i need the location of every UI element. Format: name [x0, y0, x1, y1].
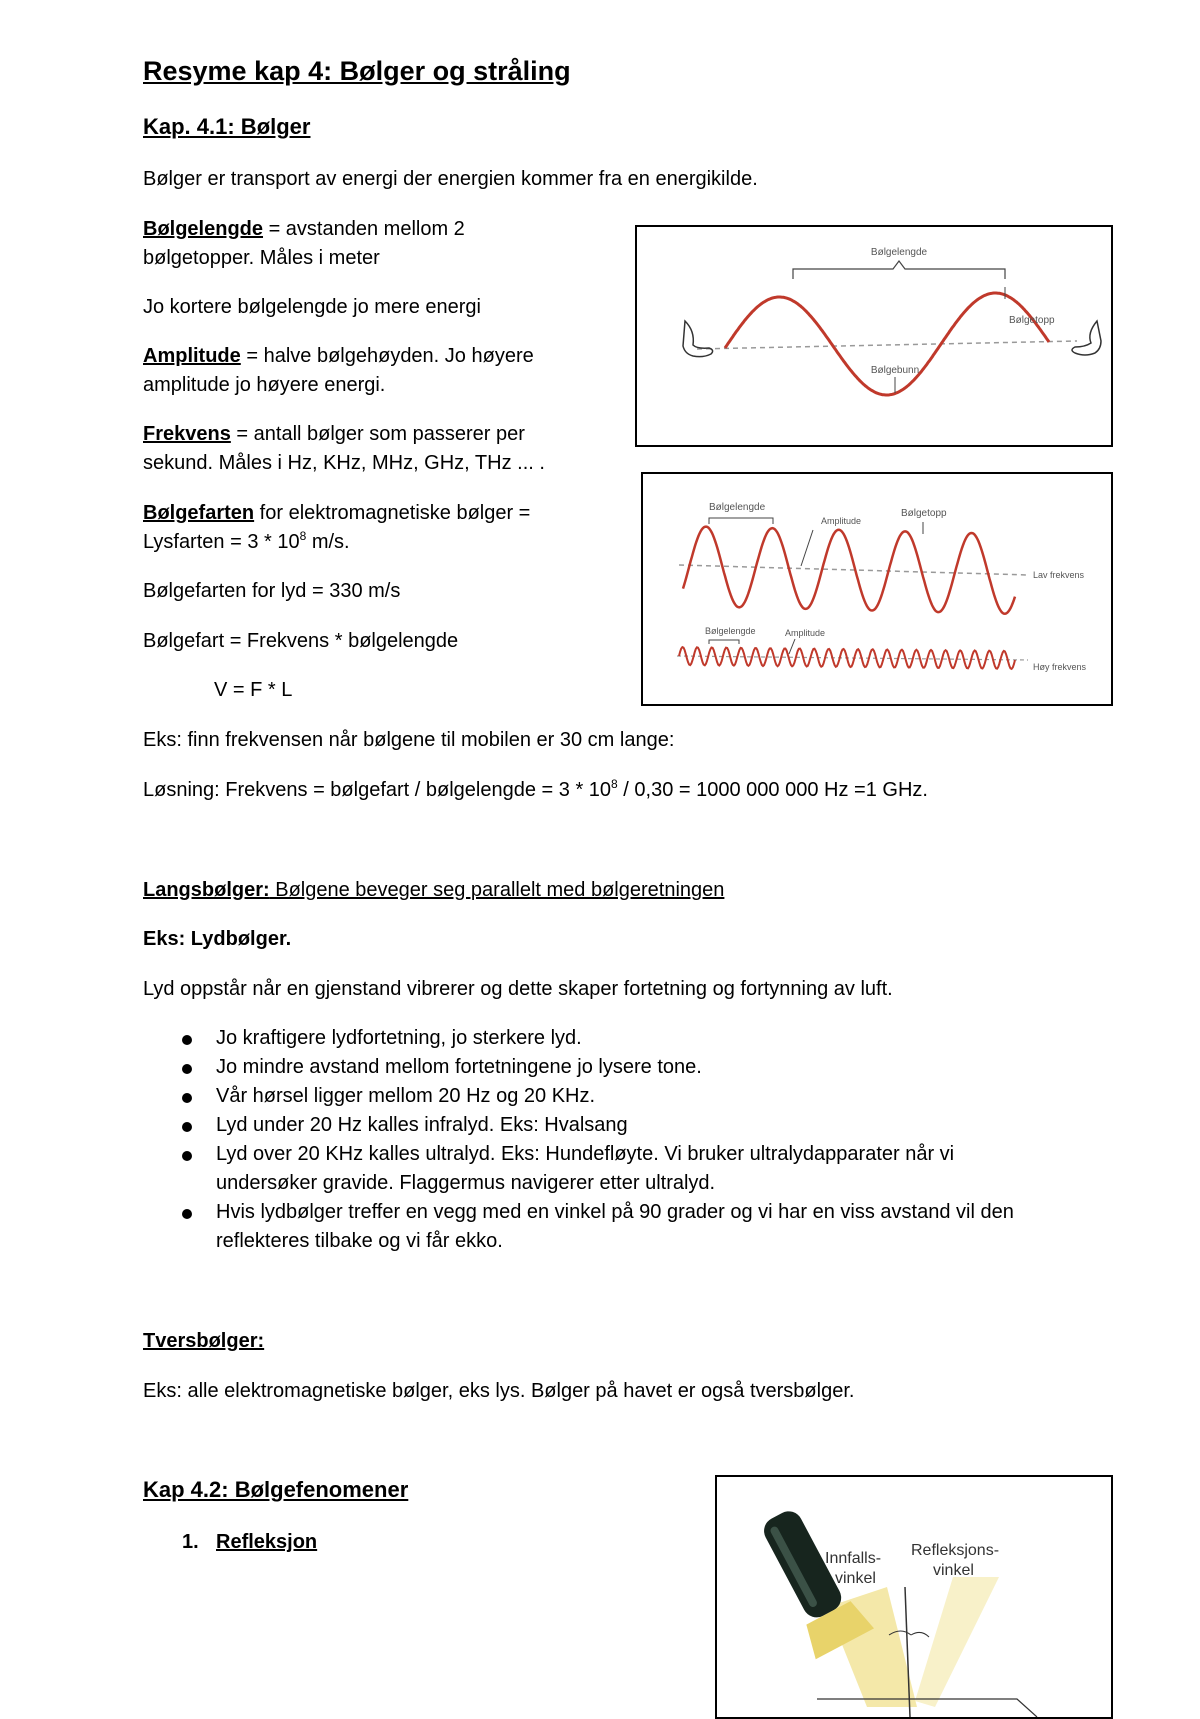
bullet-dot [182, 1093, 192, 1103]
list-item: Vår hørsel ligger mellom 20 Hz og 20 KHz. [216, 1085, 596, 1107]
list-item: Lyd under 20 Hz kalles infralyd. Eks: Hvalsang [216, 1114, 628, 1136]
wave-speed-def-2b: m/s. [306, 531, 350, 553]
frequency-def-1: = antall bølger som passerer per [230, 423, 525, 445]
list-item: Jo kraftigere lydfortetning, jo sterkere lyd. [216, 1027, 582, 1049]
bullet-dot [182, 1151, 192, 1161]
solution-exponent: 8 [611, 777, 618, 791]
high-frequency-label: Høy frekvens [1033, 662, 1087, 672]
wave-figure-2 [641, 472, 1113, 706]
list-item-continued: undersøker gravide. Flaggermus navigerer etter ultralyd. [216, 1172, 716, 1194]
trough-label: Bølgebunn [870, 365, 920, 376]
incidence-label-2: vinkel [835, 1570, 876, 1587]
wave-speed-def-2a: Lysfarten = 3 * 10 [143, 531, 300, 553]
wavelength-label: Bølgelengde [870, 247, 928, 258]
reflection-heading: Refleksjon [216, 1531, 318, 1553]
list-item: Lyd over 20 KHz kalles ultralyd. Eks: Hundefløyte. Vi bruker ultralydapparater når vi [216, 1143, 955, 1165]
high-frequency-wave [679, 647, 1015, 669]
transverse-term: Tversbølger: [143, 1330, 265, 1352]
wavelength-term: Bølgelengde [143, 218, 264, 240]
bullet-dot [182, 1064, 192, 1074]
list-item: Jo mindre avstand mellom fortetningene jo lysere tone. [216, 1056, 702, 1078]
wave-diagram-1 [637, 227, 1111, 445]
crest-label: Bølgetopp [1009, 315, 1055, 326]
shorter-wavelength-text: Jo kortere bølgelengde jo mere energi [143, 296, 481, 318]
wavelength-label-low: Bølgelengde [709, 502, 766, 513]
longitudinal-example: Eks: Lydbølger. [143, 928, 292, 950]
wave-diagram-2 [643, 474, 1111, 704]
wavelength-bracket [793, 261, 1005, 279]
example-text: Eks: finn frekvensen når bølgene til mobilen er 30 cm lange: [143, 729, 675, 751]
amplitude-label-low: Amplitude [821, 516, 862, 526]
wavelength-def-1: = avstanden mellom 2 [263, 218, 465, 240]
wave-figure-1 [635, 225, 1113, 447]
wavelength-definition [143, 215, 465, 273]
list-item: Hvis lydbølger treffer en vegg med en vinkel på 90 grader og vi har en viss avstand vil den [216, 1201, 1014, 1223]
incident-beam [827, 1587, 917, 1707]
bullet-dot [182, 1122, 192, 1132]
list-number: 1. [182, 1531, 199, 1553]
reflection-label-1: Refleksjons- [911, 1542, 1000, 1559]
right-hand-icon [1072, 321, 1101, 355]
solution-text [143, 776, 928, 805]
bullet-dot [182, 1035, 192, 1045]
longitudinal-def: Bølgene beveger seg parallelt med bølgeretningen [269, 879, 725, 901]
wavelength-label-high: Bølgelengde [705, 626, 756, 636]
reflected-beam [915, 1577, 999, 1707]
reflection-diagram [717, 1477, 1111, 1717]
crest-label-low: Bølgetopp [901, 508, 947, 519]
amplitude-definition [143, 342, 534, 400]
amplitude-label-high: Amplitude [785, 628, 826, 638]
solution-b: / 0,30 = 1000 000 000 Hz =1 GHz. [617, 779, 928, 801]
section-heading-4-1: Kap. 4.1: Bølger [143, 114, 311, 139]
exponent: 8 [299, 529, 307, 543]
left-hand-icon [683, 321, 713, 357]
list-item-continued: reflekteres tilbake og vi får ekko. [216, 1230, 503, 1252]
page-title: Resyme kap 4: Bølger og stråling [143, 56, 571, 86]
sound-text: Lyd oppstår når en gjenstand vibrerer og dette skaper fortetning og fortynning av luft. [143, 978, 893, 1000]
wavelength-def-2: bølgetopper. Måles i meter [143, 247, 380, 269]
longitudinal-term: Langsbølger: [143, 879, 270, 901]
wave-speed-term: Bølgefarten [143, 502, 255, 524]
amplitude-term: Amplitude [143, 345, 241, 367]
low-frequency-label: Lav frekvens [1033, 570, 1085, 580]
sound-speed-text: Bølgefarten for lyd = 330 m/s [143, 580, 401, 602]
incidence-label-1: Innfalls- [825, 1550, 882, 1567]
wave-speed-definition [143, 499, 530, 557]
low-frequency-wave [683, 527, 1015, 614]
reflection-label-2: vinkel [933, 1562, 974, 1579]
frequency-definition [143, 420, 545, 478]
amplitude-def-1: = halve bølgehøyden. Jo høyere [240, 345, 534, 367]
solution-a: Løsning: Frekvens = bølgefart / bølgelengde = 3 * 10 [143, 779, 612, 801]
amplitude-def-2: amplitude jo høyere energi. [143, 374, 386, 396]
frequency-term: Frekvens [143, 423, 231, 445]
formula: V = F * L [214, 679, 293, 701]
wave-curve [725, 293, 1049, 395]
wave-speed-def-1: for elektromagnetiske bølger = [254, 502, 531, 524]
frequency-def-2: sekund. Måles i Hz, KHz, MHz, GHz, THz ... . [143, 452, 545, 474]
transverse-example: Eks: alle elektromagnetiske bølger, eks lys. Bølger på havet er også tversbølger. [143, 1380, 855, 1402]
section-heading-4-2: Kap 4.2: Bølgefenomener [143, 1477, 409, 1502]
formula-words: Bølgefart = Frekvens * bølgelengde [143, 630, 459, 652]
reflection-figure [715, 1475, 1113, 1719]
bullet-dot [182, 1209, 192, 1219]
intro-text: Bølger er transport av energi der energien kommer fra en energikilde. [143, 168, 758, 190]
longitudinal-definition [143, 876, 724, 905]
equilibrium-line [697, 341, 1077, 349]
